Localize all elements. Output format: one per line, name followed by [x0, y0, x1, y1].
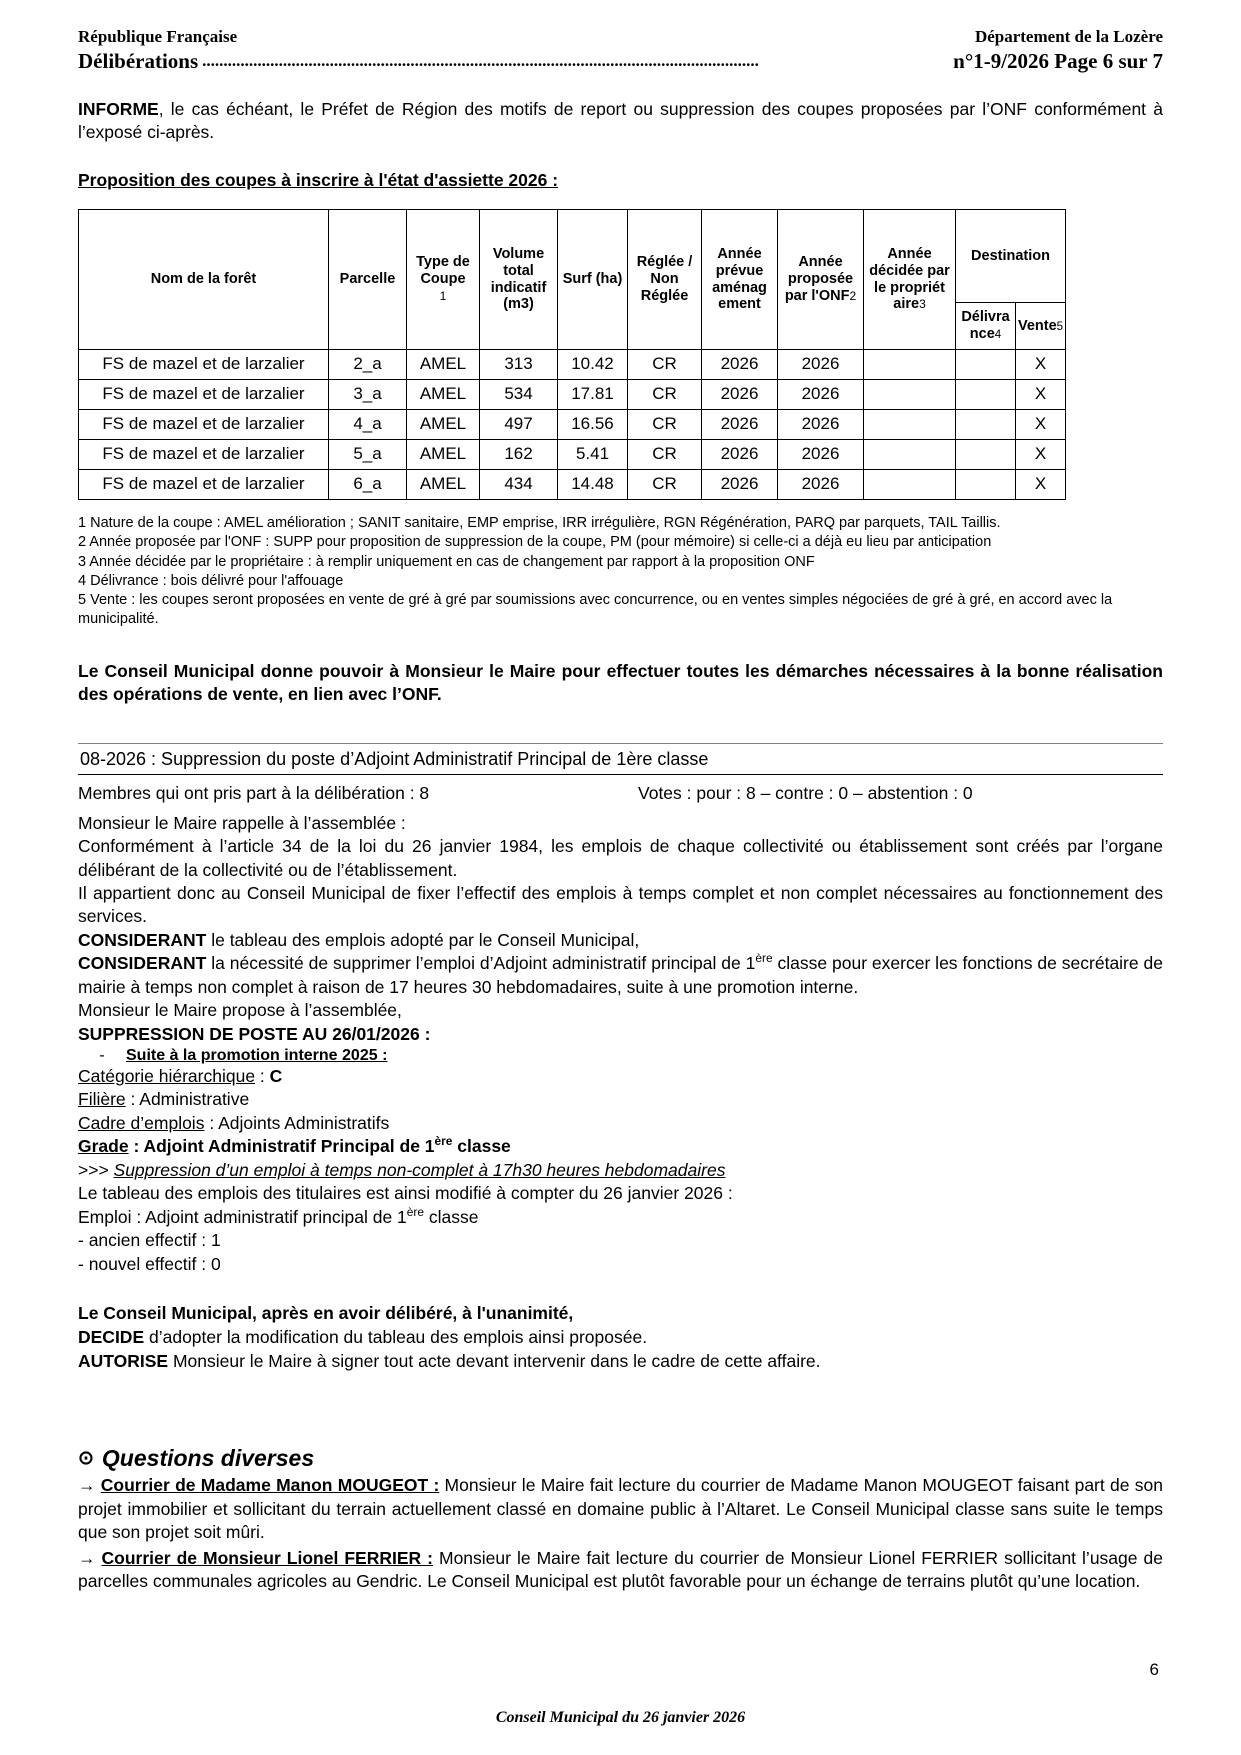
- table-row: [79, 380, 1066, 410]
- cadre-emplois-value: : Adjoints Administratifs: [204, 1112, 390, 1133]
- question-item-mougeot-text: Monsieur le Maire fait lecture du courrier de Madame Manon MOUGEOT faisant part de son projet immobilier et sollicitant du terrain actuellement classé en domaine public à l’Altaret. Le Conseil Municipal classe sans suite le temps que son projet soit mûri.: [78, 1475, 1163, 1543]
- filiere-label: Filière: [78, 1089, 126, 1110]
- cell-reglee: CR: [628, 350, 702, 380]
- proposition-title: Proposition des coupes à inscrire à l'état d'assiette 2026 :: [78, 170, 559, 191]
- members-count: Membres qui ont pris part à la délibération : 8: [78, 782, 430, 803]
- categorie-value: C: [269, 1066, 283, 1087]
- questions-diverses-section: [78, 1445, 1163, 1593]
- th-vente-note: 5: [1056, 320, 1064, 333]
- th-volume: Volume total indicatif (m3): [480, 210, 558, 350]
- cell-type: AMEL: [407, 350, 480, 380]
- informe-text: , le cas échéant, le Préfet de Région des motifs de report ou suppression des coupes proposées par l’ONF conformément à l’exposé ci-après.: [78, 98, 1163, 142]
- cell-parcelle: 4_a: [329, 410, 407, 440]
- nouvel-effectif-line: - nouvel effectif : 0: [78, 1253, 221, 1274]
- footer-caption: Conseil Municipal du 26 janvier 2026: [495, 1709, 746, 1726]
- filiere-value: : Administrative: [125, 1089, 250, 1110]
- arrow-right-icon: →: [78, 1547, 102, 1568]
- chevron-right-icon: >>>: [78, 1159, 114, 1180]
- footnote-4: 4 Délivrance : bois délivré pour l'affouage: [78, 572, 344, 589]
- th-annee-proprietaire-label: Année décidée par le propriét aire: [869, 245, 950, 313]
- filiere-line: [78, 1088, 1163, 1111]
- th-reglee: Réglée / Non Réglée: [628, 210, 702, 350]
- ancien-effectif-line: - ancien effectif : 1: [78, 1230, 221, 1251]
- cell-surf: 17.81: [558, 380, 628, 410]
- question-item-mougeot-keyword: Courrier de Madame Manon MOUGEOT :: [100, 1475, 440, 1496]
- emploi-line: [78, 1206, 1163, 1229]
- considerant-1-text: le tableau des emplois adopté par le Conseil Municipal,: [206, 929, 640, 950]
- emploi-text-a: Emploi : Adjoint administratif principal de 1: [78, 1206, 407, 1227]
- cell-vente: X: [1016, 350, 1066, 380]
- suite-promotion-row: [78, 1047, 1163, 1065]
- question-item-mougeot: [78, 1474, 1163, 1544]
- suppression-note-line: [78, 1159, 1163, 1182]
- considerant-2-text-a: la nécessité de supprimer l’emploi d’Adjoint administratif principal de 1: [206, 953, 756, 974]
- considerant-1-keyword: CONSIDERANT: [78, 929, 207, 950]
- grade-label: Grade: [78, 1136, 129, 1157]
- considerant-2-text-b: classe pour exercer les fonctions de secrétaire de mairie à temps non complet à raison de 17 heures 30 hebdomadaires, suite à une promotion interne.: [78, 953, 1163, 997]
- cell-nom: FS de mazel et de larzalier: [79, 410, 329, 440]
- cell-annee-onf: 2026: [778, 410, 864, 440]
- deliberation-section: [78, 743, 1163, 1374]
- categorie-separator: :: [255, 1066, 270, 1087]
- cell-nom: FS de mazel et de larzalier: [79, 440, 329, 470]
- dash-marker: -: [99, 1047, 105, 1065]
- cell-nom: FS de mazel et de larzalier: [79, 380, 329, 410]
- cell-nom: FS de mazel et de larzalier: [79, 470, 329, 500]
- decision-block: [78, 1302, 1163, 1373]
- table-row: [79, 410, 1066, 440]
- deliberation-meta: [78, 783, 1163, 804]
- footnote-3: 3 Année décidée par le propriétaire : à remplir uniquement en cas de changement par rapport à la proposition ONF: [78, 553, 815, 570]
- suppression-note-text: Suppression d’un emploi à temps non-complet à 17h30 heures hebdomadaires: [113, 1159, 726, 1180]
- cell-annee-onf: 2026: [778, 470, 864, 500]
- effectif-line: Il appartient donc au Conseil Municipal de fixer l’effectif des emplois à temps complet et non complet nécessaires au fonctionnement des services.: [78, 882, 1163, 927]
- cell-type: AMEL: [407, 410, 480, 440]
- cell-volume: 534: [480, 380, 558, 410]
- cell-volume: 313: [480, 350, 558, 380]
- deliberation-title: 08-2026 : Suppression du poste d’Adjoint Administratif Principal de 1ère classe: [78, 743, 1163, 775]
- cell-surf: 14.48: [558, 470, 628, 500]
- suppression-poste-title: SUPPRESSION DE POSTE AU 26/01/2026 :: [78, 1023, 431, 1044]
- cell-type: AMEL: [407, 440, 480, 470]
- cell-parcelle: 2_a: [329, 350, 407, 380]
- cell-parcelle: 3_a: [329, 380, 407, 410]
- table-header-row-1: [79, 210, 1066, 303]
- table-body: [79, 350, 1066, 500]
- autorise-text: Monsieur le Maire à signer tout acte devant intervenir dans le cadre de cette affaire.: [168, 1350, 821, 1371]
- cell-vente: X: [1016, 470, 1066, 500]
- cell-delivrance: [956, 410, 1016, 440]
- votes-summary: Votes : pour : 8 – contre : 0 – abstention : 0: [638, 782, 973, 803]
- cell-reglee: CR: [628, 410, 702, 440]
- header-reference: n°1-9/2026 Page 6 sur 7: [953, 49, 1163, 74]
- cell-volume: 497: [480, 410, 558, 440]
- unanimite-line: Le Conseil Municipal, après en avoir délibéré, à l'unanimité,: [78, 1302, 574, 1323]
- header-dot-leader: ...................................................................................................................................: [202, 51, 759, 71]
- deliberation-body: [78, 812, 1163, 1276]
- cell-volume: 434: [480, 470, 558, 500]
- autorise-keyword: AUTORISE: [78, 1350, 169, 1371]
- cell-nom: FS de mazel et de larzalier: [79, 350, 329, 380]
- cell-type: AMEL: [407, 470, 480, 500]
- th-destination: Destination: [956, 210, 1066, 303]
- arrow-right-icon: →: [78, 1475, 101, 1496]
- th-type-coupe: [407, 210, 480, 350]
- th-delivrance-label: Délivra nce: [961, 309, 1010, 343]
- council-power-statement: Le Conseil Municipal donne pouvoir à Monsieur le Maire pour effectuer toutes les démarches nécessaires à la bonne réalisation des opérations de vente, en lien avec l’ONF.: [78, 660, 1163, 705]
- cell-annee-proprietaire: [864, 350, 956, 380]
- article34-line: Conformément à l’article 34 de la loi du 26 janvier 1984, les emplois de chaque collectivité ou établissement sont créés par l’organe délibérant de la collectivité ou de l’établissement.: [78, 836, 1163, 880]
- page-number: 6: [1149, 1660, 1159, 1679]
- cell-annee-proprietaire: [864, 470, 956, 500]
- th-nom-foret: Nom de la forêt: [79, 210, 329, 350]
- cell-volume: 162: [480, 440, 558, 470]
- footnote-1: 1 Nature de la coupe : AMEL amélioration ; SANIT sanitaire, EMP emprise, IRR irrégulière, RGN Régénération, PARQ par parquets, TAIL Taillis.: [78, 515, 1001, 532]
- cell-type: AMEL: [407, 380, 480, 410]
- cell-annee-onf: 2026: [778, 380, 864, 410]
- considerant-2: [78, 952, 1163, 999]
- cell-reglee: CR: [628, 440, 702, 470]
- question-item-ferrier: [78, 1547, 1163, 1594]
- header-top-row: [78, 26, 1163, 47]
- cadre-emplois-line: [78, 1112, 1163, 1135]
- th-annee-onf-label: Année proposée par l'ONF: [784, 254, 854, 304]
- th-delivrance: [956, 303, 1016, 350]
- cell-vente: X: [1016, 410, 1066, 440]
- question-item-ferrier-text: Monsieur le Maire fait lecture du courrier de Monsieur Lionel FERRIER sollicitant l’usage de parcelles communales agricoles au Gendric. Le Conseil Municipal est plutôt favorable pour un échange de terrains plutôt qu’une location.: [78, 1547, 1163, 1592]
- cell-annee-prevue: 2026: [702, 380, 778, 410]
- deliberations-label: Délibérations: [78, 49, 199, 74]
- cell-annee-prevue: 2026: [702, 350, 778, 380]
- cell-annee-proprietaire: [864, 410, 956, 440]
- sun-bullet-icon: ⊙: [78, 1448, 94, 1470]
- cell-annee-prevue: 2026: [702, 440, 778, 470]
- table-footnotes: [78, 514, 1163, 630]
- maire-rappelle-line: Monsieur le Maire rappelle à l’assemblée :: [78, 812, 406, 833]
- department-label: Département de la Lozère: [974, 27, 1163, 46]
- cell-parcelle: 6_a: [329, 470, 407, 500]
- cadre-emplois-label: Cadre d’emplois: [78, 1112, 205, 1133]
- cell-surf: 10.42: [558, 350, 628, 380]
- emploi-ordinal: ère: [406, 1204, 424, 1219]
- th-type-coupe-note: 1: [439, 288, 447, 303]
- header-bottom-row: [78, 48, 1163, 75]
- questions-diverses-title: [78, 1445, 1163, 1472]
- categorie-line: [78, 1065, 1163, 1088]
- decide-line: [78, 1326, 1163, 1350]
- tableau-emplois-line: Le tableau des emplois des titulaires est ainsi modifié à compter du 26 janvier 2026 :: [78, 1183, 733, 1204]
- informe-paragraph: [78, 98, 1163, 145]
- grade-line: [78, 1135, 1163, 1158]
- cell-annee-onf: 2026: [778, 440, 864, 470]
- cell-annee-proprietaire: [864, 380, 956, 410]
- cell-reglee: CR: [628, 470, 702, 500]
- republic-label: République Française: [78, 27, 238, 46]
- cell-annee-prevue: 2026: [702, 470, 778, 500]
- informe-keyword: INFORME: [78, 98, 159, 119]
- maire-propose-line: Monsieur le Maire propose à l’assemblée,: [78, 1000, 402, 1021]
- th-vente: [1016, 303, 1066, 350]
- table-row: [79, 440, 1066, 470]
- cell-annee-onf: 2026: [778, 350, 864, 380]
- th-surf: Surf (ha): [558, 210, 628, 350]
- cell-surf: 16.56: [558, 410, 628, 440]
- grade-value-b: classe: [452, 1136, 511, 1157]
- grade-ordinal: ère: [434, 1134, 453, 1149]
- grade-value-a: : Adjoint Administratif Principal de 1: [128, 1136, 435, 1157]
- cell-annee-proprietaire: [864, 440, 956, 470]
- th-annee-onf: [778, 210, 864, 350]
- cell-surf: 5.41: [558, 440, 628, 470]
- document-header: [78, 26, 1163, 76]
- cell-delivrance: [956, 470, 1016, 500]
- th-annee-onf-note: 2: [849, 288, 857, 303]
- table-row: [79, 470, 1066, 500]
- questions-diverses-label: Questions diverses: [101, 1445, 315, 1472]
- cell-delivrance: [956, 380, 1016, 410]
- cell-parcelle: 5_a: [329, 440, 407, 470]
- cell-vente: X: [1016, 380, 1066, 410]
- autorise-line: [78, 1350, 1163, 1374]
- th-vente-label: Vente: [1017, 317, 1057, 334]
- cell-annee-prevue: 2026: [702, 410, 778, 440]
- th-parcelle: Parcelle: [329, 210, 407, 350]
- considerant-1: [78, 929, 1163, 952]
- cell-delivrance: [956, 440, 1016, 470]
- footnote-5: 5 Vente : les coupes seront proposées en vente de gré à gré par soumissions avec concurrence, ou en ventes simples négociées de gré à gré, en accord avec la municipalité.: [78, 592, 1113, 628]
- emploi-text-b: classe: [423, 1206, 479, 1227]
- th-annee-prevue: Année prévue aménag ement: [702, 210, 778, 350]
- cell-vente: X: [1016, 440, 1066, 470]
- th-annee-proprietaire-note: 3: [919, 297, 926, 312]
- table-row: [79, 350, 1066, 380]
- th-type-coupe-label: Type de Coupe: [416, 254, 470, 288]
- th-annee-proprietaire: [864, 210, 956, 350]
- footnote-2: 2 Année proposée par l'ONF : SUPP pour proposition de suppression de la coupe, PM (pour mémoire) si celle-ci a déjà eu lieu par anticipation: [78, 534, 992, 551]
- cell-delivrance: [956, 350, 1016, 380]
- th-delivrance-note: 4: [994, 329, 1002, 342]
- decide-text: d’adopter la modification du tableau des emplois ainsi proposée.: [144, 1326, 648, 1347]
- considerant-2-ordinal: ère: [755, 951, 773, 966]
- question-item-ferrier-keyword: Courrier de Monsieur Lionel FERRIER :: [101, 1547, 433, 1568]
- decide-keyword: DECIDE: [78, 1326, 145, 1347]
- coupes-table: [78, 209, 1066, 500]
- considerant-2-keyword: CONSIDERANT: [78, 953, 207, 974]
- categorie-label: Catégorie hiérarchique: [78, 1066, 256, 1087]
- cell-reglee: CR: [628, 380, 702, 410]
- suite-promotion-label: Suite à la promotion interne 2025 :: [126, 1047, 388, 1065]
